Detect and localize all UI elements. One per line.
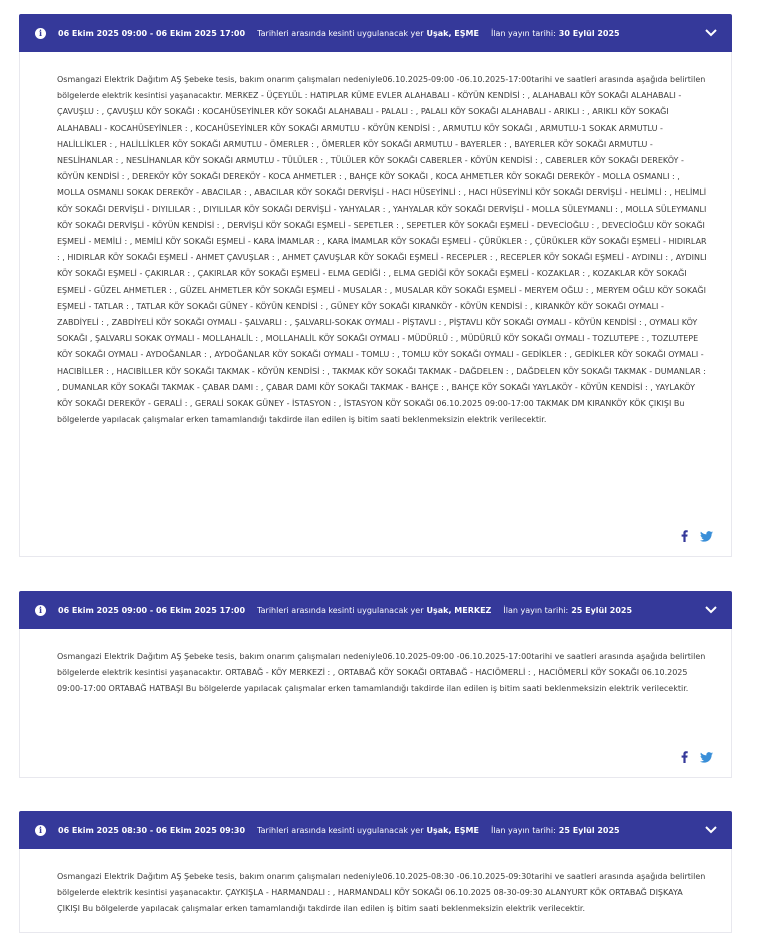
info-icon: i bbox=[35, 28, 46, 39]
header-description: Tarihleri arasında kesinti uygulanacak yer bbox=[257, 605, 424, 615]
notice-header[interactable] bbox=[19, 811, 732, 849]
published-label: İlan yayın tarihi: bbox=[503, 605, 569, 615]
notice-text: Osmangazi Elektrik Dağıtım AŞ Şebeke tesis, bakım onarım çalışmaları nedeniyle06.10.2025-08:30 -06.10.2025-09:30tarihi ve saatleri arasında aşağıda belirtilen bölgelerde elektrik kesintisi yaşanacaktır. ÇAYKIŞLA - HARMANDALI : , HARMANDALI KÖY SOKAĞI 06.10.2025 08-30-09:30 ALANYURT KÖK ORTABAĞ DIŞKAYA ÇIKIŞI Bu bölgelerde yapılacak çalışmalar erken tamamlandığı takdirde ilan edilen iş bitim saati beklenmeksizin elektrik verilecektir. bbox=[57, 872, 706, 914]
share-buttons bbox=[681, 530, 713, 542]
notice-text: Osmangazi Elektrik Dağıtım AŞ Şebeke tesis, bakım onarım çalışmaları nedeniyle06.10.2025-09:00 -06.10.2025-17:00tarihi ve saatleri arasında aşağıda belirtilen bölgelerde elektrik kesintisi yaşanacaktır. MERKEZ - ÜÇEYLÜL : HATIPLAR KÜME EVLER ALAHABALI - KÖYÜN KENDİSİ : , ALAHABALI KÖY SOKAĞI ALAHABALI - ÇAVUŞLU : , ÇAVUŞLU KÖY SOKAĞI : KOCAHÜSEYİNLER KÖY SOKAĞI ALAHABALI - PALALI : , PALALI KÖY SOKAĞI ALAHABALI - ARIKLI : , ARIKLI KÖY SOKAĞI ALAHABALI - KOCAHÜSEYİNLER : , KOCAHÜSEYİNLER KÖY SOKAĞI ARMUTLU - KÖYÜN KENDİSİ : , ARMUTLU KÖY SOKAĞI , ARMUTLU-1 SOKAK ARMUTLU - HALİLLİKLER : , HALİLLİKLER KÖY SOKAĞI ARMUTLU - ÖMERLER : , ÖMERLER KÖY SOKAĞI ARMUTLU - BAYERLER : , BAYERLER KÖY SOKAĞI ARMUTLU - NESLİHANLAR : , NESLİHANLAR KÖY SOKAĞI ARMUTLU - TÜLÜLER : , TÜLÜLER KÖY SOKAĞI CABERLER - KÖYÜN KENDİSİ : , CABERLER KÖY SOKAĞI DEREKÖY - KÖYÜN KENDİSİ : , DEREKÖY KÖY SOKAĞI DEREKÖY - KOCA AHMETLER : , BAHÇE KÖY SOKAĞI , KOCA AHMETLER KÖY SOKAĞI DEREKÖY - MOLLA OSMANLI : , MOLLA OSMANLI SOKAK DEREKÖY - ABACILAR : , ABACILAR KÖY SOKAĞI DERVİŞLİ - HACI HÜSEYİNLİ : , HACI HÜSEYİNLİ KÖY SOKAĞI DERVİŞLİ - HELİMLİ : , HELİMLİ KÖY SOKAĞI DERVİŞLİ - DIYILILAR : , DIYILILAR KÖY SOKAĞI DERVİŞLİ - YAHYALAR : , YAHYALAR KÖY SOKAĞI DERVİŞLİ - MOLLA SÜLEYMANLI : , MOLLA SÜLEYMANLI KÖY SOKAĞI DERVİŞLİ - KÖYÜN KENDİSİ : , DERVİŞLİ KÖY SOKAĞI EŞMELİ - SEPETLER : , SEPETLER KÖY SOKAĞI EŞMELİ - DEVECİOĞLU : , DEVECİOĞLU KÖY SOKAĞI EŞMELİ - MEMİLİ : , MEMİLİ KÖY SOKAĞI EŞMELİ - KARA İMAMLAR : , KARA İMAMLAR KÖY SOKAĞI EŞMELİ - ÇÜRÜKLER : , ÇÜRÜKLER KÖY SOKAĞI EŞMELİ - HIDIRLAR : , HIDIRLAR KÖY SOKAĞI EŞMELİ - AHMET ÇAVUŞLAR : , AHMET ÇAVUŞLAR KÖY SOKAĞI EŞMELİ - RECEPLER : , RECEPLER KÖY SOKAĞI EŞMELİ - AYDINLI : , AYDINLI KÖY SOKAĞI EŞMELİ - ÇAKIRLAR : , ÇAKIRLAR KÖY SOKAĞI EŞMELİ - ELMA GEDİĞİ : , ELMA GEDİĞİ KÖY SOKAĞI EŞMELİ - KOZAKLAR : , KOZAKLAR KÖY SOKAĞI EŞMELİ - GÜZEL AHMETLER : , GÜZEL AHMETLER KÖY SOKAĞI EŞMELİ - MUSALAR : , MUSALAR KÖY SOKAĞI EŞMELİ - MERYEM OĞLU : , MERYEM OĞLU KÖY SOKAĞI EŞMELİ - TATLAR : , TATLAR KÖY SOKAĞI GÜNEY - KÖYÜN KENDİSİ : , GÜNEY KÖY SOKAĞI KIRANKÖY - KÖYÜN KENDİSİ : , KIRANKÖY KÖY SOKAĞI OYMALI - ZABDİYELİ : , ZABDİYELİ KÖY SOKAĞI OYMALI - ŞALVARLI : , ŞALVARLI-SOKAK OYMALI - PİŞTAVLI : , PİŞTAVLI KÖY SOKAĞI OYMALI - KÖYÜN KENDİSİ : , OYMALI KÖY SOKAĞI , ŞALVARLI SOKAK OYMALI - MOLLAHALİL : , MOLLAHALİL KÖY SOKAĞI OYMALI - MÜDÜRLÜ : , MÜDÜRLÜ KÖY SOKAĞI OYMALI - TOZLUTEPE : , TOZLUTEPE KÖY SOKAĞI OYMALI - AYDOĞANLAR : , AYDOĞANLAR KÖY SOKAĞI OYMALI - TOMLU : , TOMLU KÖY SOKAĞI OYMALI - GEDİKLER : , GEDİKLER KÖY SOKAĞI OYMALI - HACIBİLLER : , HACIBİLLER KÖY SOKAĞI TAKMAK - KÖYÜN KENDİSİ : , TAKMAK KÖY SOKAĞI TAKMAK - DAĞDELEN : , DAĞDELEN KÖY SOKAĞI TAKMAK - DUMANLAR : , DUMANLAR KÖY SOKAĞI TAKMAK - ÇABAR DAMI : , ÇABAR DAMI KÖY SOKAĞI TAKMAK - BAHÇE : , BAHÇE KÖY SOKAĞI YAYLAKÖY - KÖYÜN KENDİSİ : , YAYLAKÖY KÖY SOKAĞI DEREKÖY - GERALİ : , GERALİ SOKAK GÜNEY - İSTASYON : , İSTASYON KÖY SOKAĞI 06.10.2025 09:00-17:00 TAKMAK DM KIRANKÖY KÖK ÇIKIŞI Bu bölgelerde yapılacak çalışmalar erken tamamlandığı takdirde ilan edilen iş bitim saati beklenmeksizin elektrik verilecektir. bbox=[57, 75, 707, 425]
notice-header[interactable] bbox=[19, 591, 732, 629]
notice-body bbox=[19, 629, 732, 778]
info-icon: i bbox=[35, 825, 46, 836]
header-description: Tarihleri arasında kesinti uygulanacak yer bbox=[257, 28, 424, 38]
notice-header[interactable] bbox=[19, 14, 732, 52]
location: Uşak, MERKEZ bbox=[426, 605, 492, 615]
date-range: 06 Ekim 2025 09:00 - 06 Ekim 2025 17:00 bbox=[58, 28, 246, 38]
twitter-icon[interactable] bbox=[700, 531, 713, 542]
notice-body bbox=[19, 849, 732, 933]
published-date: 25 Eylül 2025 bbox=[571, 605, 633, 615]
notice-text: Osmangazi Elektrik Dağıtım AŞ Şebeke tesis, bakım onarım çalışmaları nedeniyle06.10.2025-09:00 -06.10.2025-17:00tarihi ve saatleri arasında aşağıda belirtilen bölgelerde elektrik kesintisi yaşanacaktır. ORTABAĞ - KÖY MERKEZİ : , ORTABAĞ KÖY SOKAĞI ORTABAĞ - HACIÖMERLİ : , HACIÖMERLİ KÖY SOKAĞI 06.10.2025 09:00-17:00 ORTABAĞ HATBAŞI Bu bölgelerde yapılacak çalışmalar erken tamamlandığı takdirde ilan edilen iş bitim saati beklenmeksizin elektrik verilecektir. bbox=[57, 652, 706, 694]
location: Uşak, EŞME bbox=[426, 825, 479, 835]
outage-notice bbox=[19, 591, 732, 778]
published-date: 25 Eylül 2025 bbox=[558, 825, 620, 835]
location: Uşak, EŞME bbox=[426, 28, 479, 38]
published-label: İlan yayın tarihi: bbox=[490, 825, 556, 835]
chevron-down-icon[interactable] bbox=[702, 601, 720, 619]
date-range: 06 Ekim 2025 09:00 - 06 Ekim 2025 17:00 bbox=[58, 605, 246, 615]
chevron-down-icon[interactable] bbox=[702, 24, 720, 42]
share-buttons bbox=[681, 751, 713, 763]
outage-notice bbox=[19, 14, 732, 557]
outage-notice bbox=[19, 811, 732, 933]
header-description: Tarihleri arasında kesinti uygulanacak yer bbox=[257, 825, 424, 835]
facebook-icon[interactable] bbox=[681, 530, 688, 542]
twitter-icon[interactable] bbox=[700, 752, 713, 763]
notice-body bbox=[19, 52, 732, 557]
chevron-down-icon[interactable] bbox=[702, 821, 720, 839]
published-label: İlan yayın tarihi: bbox=[490, 28, 556, 38]
date-range: 06 Ekim 2025 08:30 - 06 Ekim 2025 09:30 bbox=[58, 825, 246, 835]
info-icon: i bbox=[35, 605, 46, 616]
published-date: 30 Eylül 2025 bbox=[558, 28, 620, 38]
facebook-icon[interactable] bbox=[681, 751, 688, 763]
